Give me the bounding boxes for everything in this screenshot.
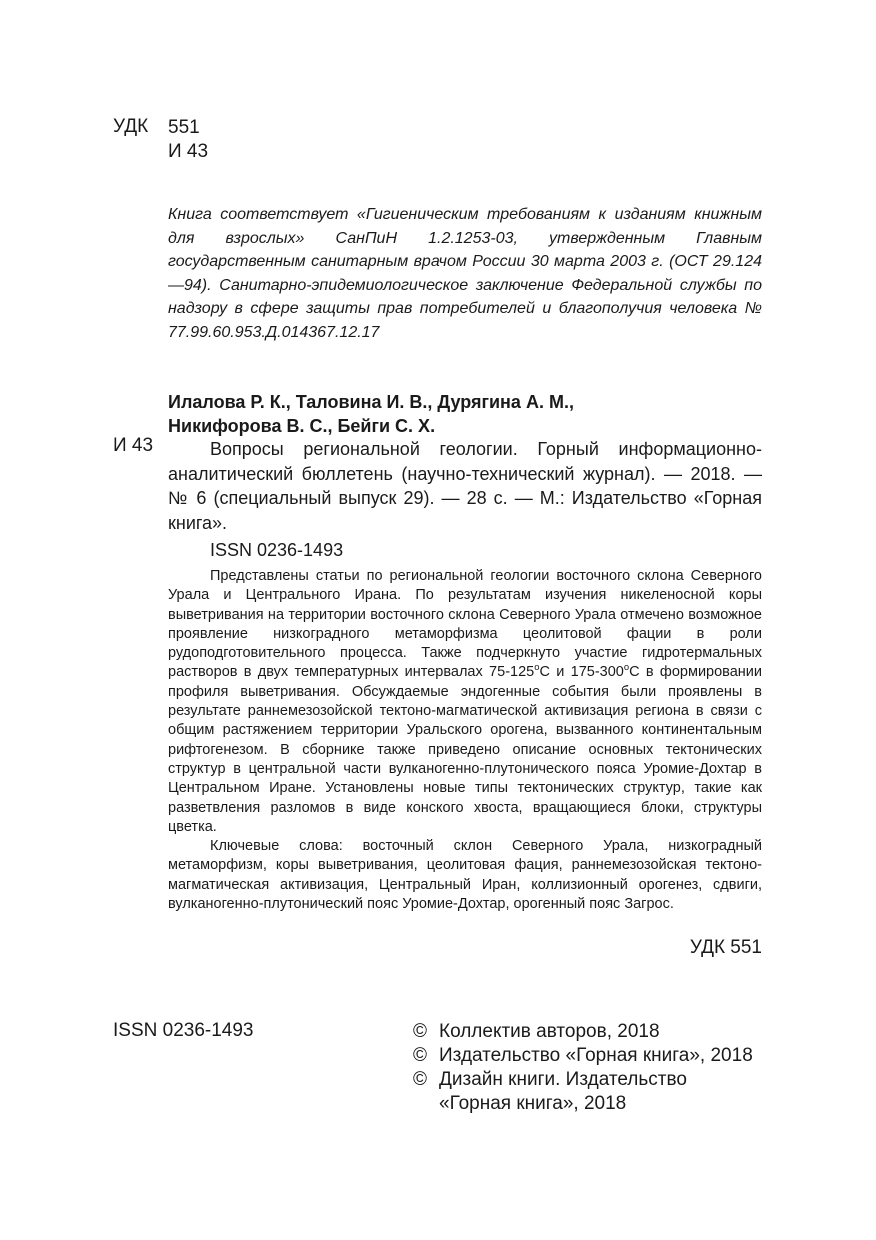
bibliographic-description — [168, 437, 762, 535]
copyright-text: Дизайн книги. Издательство — [439, 1069, 687, 1090]
abstract-part-2: С в формировании профиля выветривания. Обсуждаемые эндогенные события были проявлены в результате раннемезозойской тектоно-магматической активизация региона в связи с общим растяжением территории Уральского орогена, вызванного континентальным рифтогенезом. В сборнике также приведено описание основных тектонических структур в центральной части вулканогенно-плутонического пояса Уромие-Дохтар в Центральном Иране. Установлены новые типы тектонических структур, такие как разветвления разломов в виде конского хвоста, вращающиеся блоки, структуры цветка. — [168, 664, 762, 835]
copyright-icon: © — [413, 1045, 427, 1066]
keywords: Ключевые слова: восточный склон Северного Урала, низкоградный метаморфизм, коры выветривания, цеолитовая фация, раннемезозойская тектоно-магматическая активизация, Центральный Иран, коллизионный орогенез, сдвиги, вулканогенно-плутонический пояс Уромие-Дохтар, орогенный пояс Загрос. — [168, 838, 762, 913]
abstract-paragraph — [168, 567, 762, 837]
authors-line-1: Илалова Р. К., Таловина И. В., Дурягина А. М., — [168, 392, 574, 412]
hygiene-note: Книга соответствует «Гигиеническим требованиям к изданиям книжным для взрослых» СанПиН 1.2.1253-03, утвержденным Главным государственным санитарным врачом России 30 марта 2003 г. (ОСТ 29.124—94). Санитарно-эпидемиологическое заключение Федеральной службы по надзору в сфере защиты прав потребителей и благополучия человека № 77.99.60.953.Д.014367.12.17 — [168, 206, 762, 341]
copyright-line — [413, 1020, 773, 1044]
abstract — [168, 567, 762, 914]
authors-line-2: Никифорова В. С., Бейги С. Х. — [168, 416, 436, 436]
copyright-text: Коллектив авторов, 2018 — [439, 1021, 660, 1042]
udk-code: 551 — [168, 117, 200, 138]
abstract-unit: С и 175-300 — [539, 664, 624, 681]
bbk-code: И 43 — [168, 141, 209, 162]
copyright-text: Издательство «Горная книга», 2018 — [439, 1045, 753, 1066]
abstract-part-1: Представлены статьи по региональной геологии восточного склона Северного Урала и Центрального Ирана. По результатам изучения никеленосной коры выветривания на территории восточного склона Северного Урала отмечено возможное проявление низкоградного метаморфизма цеолитовой фации в роли рудоподготовительного процесса. Также подчеркнуто участие гидротермальных растворов в двух температурных интервалах 75-125 — [168, 568, 762, 681]
issn-bottom: ISSN 0236-1493 — [113, 1020, 254, 1041]
copyright-icon: © — [413, 1069, 427, 1090]
degree-symbol: о — [623, 661, 630, 673]
copyright-icon: © — [413, 1021, 427, 1042]
copyright-block — [413, 1020, 773, 1116]
authors — [168, 390, 768, 438]
copyright-line — [413, 1044, 773, 1068]
bibliographic-code: И 43 — [113, 435, 154, 456]
udk-label: УДК — [113, 116, 149, 137]
copyright-text-continued: «Горная книга», 2018 — [439, 1093, 627, 1114]
classification-codes — [168, 116, 208, 164]
issn: ISSN 0236-1493 — [210, 540, 344, 560]
copyright-line — [413, 1068, 773, 1092]
degree-symbol: о — [534, 661, 540, 673]
description-text: Вопросы региональной геологии. Горный информационно-аналитический бюллетень (научно-технический журнал). — 2018. — № 6 (специальный выпуск 29). — 28 с. — М.: Издательство «Горная книга». — [168, 439, 762, 533]
udk-bottom: УДК 551 — [689, 937, 762, 958]
